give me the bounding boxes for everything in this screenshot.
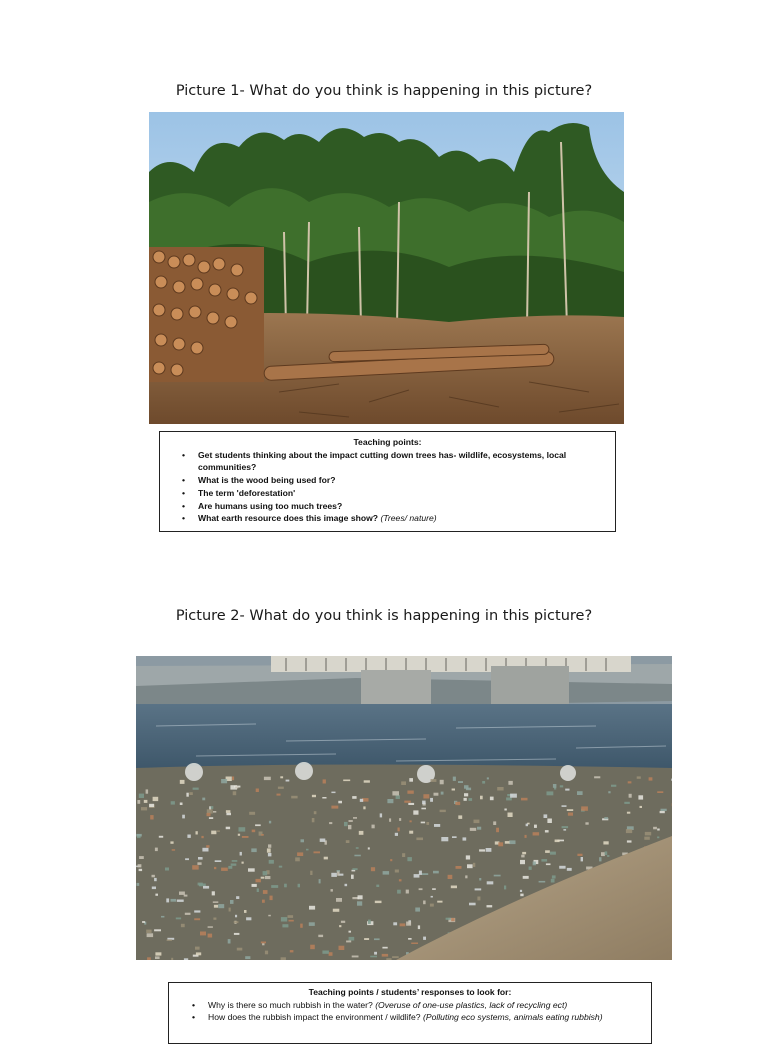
river-plastic-pollution-photo	[136, 656, 672, 960]
list-item: • How does the rubbish impact the environment / wildlife? (Polluting eco systems, animals eating rubbish)	[208, 1011, 651, 1024]
teaching-points-box-1	[159, 431, 616, 532]
list-item: • Get students thinking about the impact cutting down trees has- wildlife, ecosystems, local communities?	[198, 449, 615, 474]
list-item: • Are humans using too much trees?	[198, 500, 615, 513]
picture-2-heading: Picture 2- What do you think is happening in this picture?	[0, 608, 768, 624]
teaching-points-box-2	[168, 982, 652, 1044]
teaching-points-list	[169, 999, 651, 1024]
teaching-points-title: Teaching points / students’ responses to look for:	[169, 986, 651, 999]
picture-1-heading: Picture 1- What do you think is happening in this picture?	[0, 83, 768, 99]
list-item: • Why is there so much rubbish in the water? (Overuse of one-use plastics, lack of recycling ect)	[208, 999, 651, 1012]
list-item: • What earth resource does this image show? (Trees/ nature)	[198, 512, 615, 525]
list-item: • The term 'deforestation'	[198, 487, 615, 500]
deforestation-photo	[149, 112, 624, 424]
teaching-points-list	[160, 449, 615, 525]
teaching-points-title: Teaching points:	[160, 436, 615, 449]
list-item: • What is the wood being used for?	[198, 474, 615, 487]
